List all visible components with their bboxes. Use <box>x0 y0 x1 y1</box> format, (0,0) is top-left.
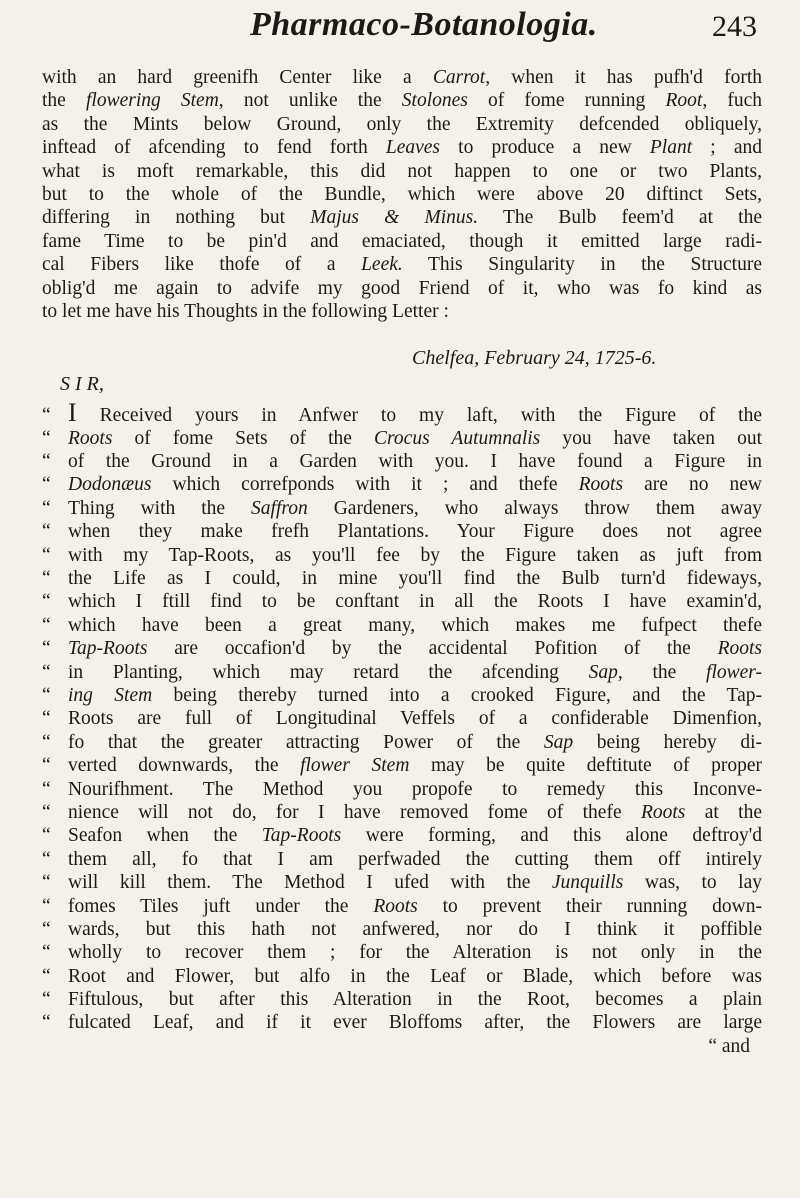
quote-mark: “ <box>42 521 51 543</box>
paragraph-line: differing in nothing but Majus & Minus. The Bulb feem'd at the <box>42 207 762 229</box>
narrative-paragraph <box>42 66 762 323</box>
quote-mark: “ <box>42 989 51 1011</box>
quote-mark: “ <box>42 918 51 940</box>
page-number: 243 <box>712 10 757 43</box>
paragraph-line: what is moft remarkable, this did not happen to one or two Plants, <box>42 160 762 182</box>
quote-mark: “ <box>42 614 51 636</box>
quote-mark: “ <box>42 755 51 777</box>
quote-mark: “ <box>42 825 51 847</box>
letter-line: “ fulcated Leaf, and if it ever Bloffoms after, the Flowers are large <box>42 1012 762 1034</box>
letter-line: “ which have been a great many, which makes me fufpect thefe <box>42 614 762 636</box>
paragraph-line: the flowering Stem, not unlike the Stolones of fome running Root, fuch <box>42 90 762 112</box>
letter-line: “ Roots of fome Sets of the Crocus Autumnalis you have taken out <box>42 427 762 449</box>
paragraph-line: fame Time to be pin'd and emaciated, though it emitted large radi- <box>42 230 762 252</box>
letter-line: “ Seafon when the Tap-Roots were forming, and this alone deftroy'd <box>42 825 762 847</box>
paragraph-line: to let me have his Thoughts in the following Letter : <box>42 300 449 322</box>
quote-mark: “ <box>42 801 51 823</box>
letter-line: “ Tap-Roots are occafion'd by the accidental Pofition of the Roots <box>42 638 762 660</box>
quote-mark: “ <box>42 778 51 800</box>
quote-mark: “ <box>42 731 51 753</box>
quote-mark: “ <box>42 568 51 590</box>
letter-line: “ wholly to recover them ; for the Alteration is not only in the <box>42 942 762 964</box>
quote-mark: “ <box>42 965 51 987</box>
quote-mark: “ <box>42 848 51 870</box>
quote-mark: “ <box>42 872 51 894</box>
paragraph-line: cal Fibers like thofe of a Leek. This Singularity in the Structure <box>42 254 763 276</box>
letter-line: “ fo that the greater attracting Power of the Sap being hereby di- <box>42 731 762 753</box>
letter-line: “ them all, fo that I am perfwaded the cutting them off intirely <box>42 848 762 870</box>
paragraph-line: but to the whole of the Bundle, which were above 20 diftinct Sets, <box>42 183 762 205</box>
quote-mark: “ <box>42 497 51 519</box>
paragraph-line: with an hard greenifh Center like a Carrot, when it has pufh'd forth <box>42 67 762 88</box>
letter-line: “ Root and Flower, but alfo in the Leaf or Blade, which before was <box>42 965 762 987</box>
running-head <box>0 6 800 58</box>
letter-line: “ with my Tap-Roots, as you'll fee by the Figure taken as juft from <box>42 544 762 566</box>
letter-line: “ fomes Tiles juft under the Roots to prevent their running down- <box>42 895 762 917</box>
quote-mark: “ <box>42 708 51 730</box>
quote-mark: “ <box>42 661 51 683</box>
quote-mark: “ <box>42 684 51 706</box>
catchword: “ and <box>708 1035 750 1057</box>
letter-line: “ of the Ground in a Garden with you. I have found a Figure in <box>42 451 762 473</box>
paragraph-line: as the Mints below Ground, only the Extremity defcended obliquely, <box>42 113 762 135</box>
quote-mark: “ <box>42 474 51 496</box>
page-body <box>42 66 762 1058</box>
quote-mark: “ <box>42 638 51 660</box>
letter-line: “ wards, but this hath not anfwered, nor do I think it poffible <box>42 918 762 940</box>
paragraph-line: oblig'd me again to advife my good Friend of it, who was fo kind as <box>42 277 762 299</box>
quote-mark: “ <box>42 451 51 473</box>
letter-line: “ the Life as I could, in mine you'll find the Bulb turn'd fideways, <box>42 568 762 590</box>
letter-line: “ Dodonæus which correfponds with it ; and thefe Roots are no new <box>42 474 762 496</box>
letter-line: “ Fiftulous, but after this Alteration in the Root, becomes a plain <box>42 989 762 1011</box>
letter-line: “ nience will not do, for I have removed fome of thefe Roots at the <box>42 801 762 823</box>
quote-mark: “ <box>42 1012 51 1034</box>
quote-mark: “ <box>42 427 51 449</box>
letter-line: “ I Received yours in Anfwer to my laft, with the Figure of the <box>42 398 762 428</box>
quoted-letter <box>42 398 763 1035</box>
letter-line: “ Thing with the Saffron Gardeners, who always throw them away <box>42 497 762 519</box>
paragraph-line: inftead of afcending to fend forth Leaves to produce a new Plant ; and <box>42 137 763 159</box>
letter-line: “ will kill them. The Method I ufed with the Junquills was, to lay <box>42 872 762 894</box>
letter-salutation: S I R, <box>60 373 104 396</box>
quote-mark: “ <box>42 405 51 427</box>
letter-line: “ when they make frefh Plantations. Your Figure does not agree <box>42 521 762 543</box>
running-head-title: Pharmaco-Botanologia. <box>250 6 598 43</box>
quote-mark: “ <box>42 591 51 613</box>
letter-line: “ verted downwards, the flower Stem may be quite deftitute of proper <box>42 755 762 777</box>
quote-mark: “ <box>42 942 51 964</box>
quote-mark: “ <box>42 895 51 917</box>
letter-line: “ Nourifhment. The Method you propofe to remedy this Inconve- <box>42 778 762 800</box>
letter-line: “ Roots are full of Longitudinal Veffels of a confiderable Dimenfion, <box>42 708 762 730</box>
drop-cap: I <box>68 398 77 428</box>
letter-dateline: Chelfea, February 24, 1725-6. <box>412 347 657 370</box>
letter-line: “ which I ftill find to be conftant in all the Roots I have examin'd, <box>42 591 762 613</box>
letter-line: “ in Planting, which may retard the afcending Sap, the flower- <box>42 661 762 683</box>
quote-mark: “ <box>42 544 51 566</box>
letter-line: “ ing Stem being thereby turned into a crooked Figure, and the Tap- <box>42 684 763 706</box>
